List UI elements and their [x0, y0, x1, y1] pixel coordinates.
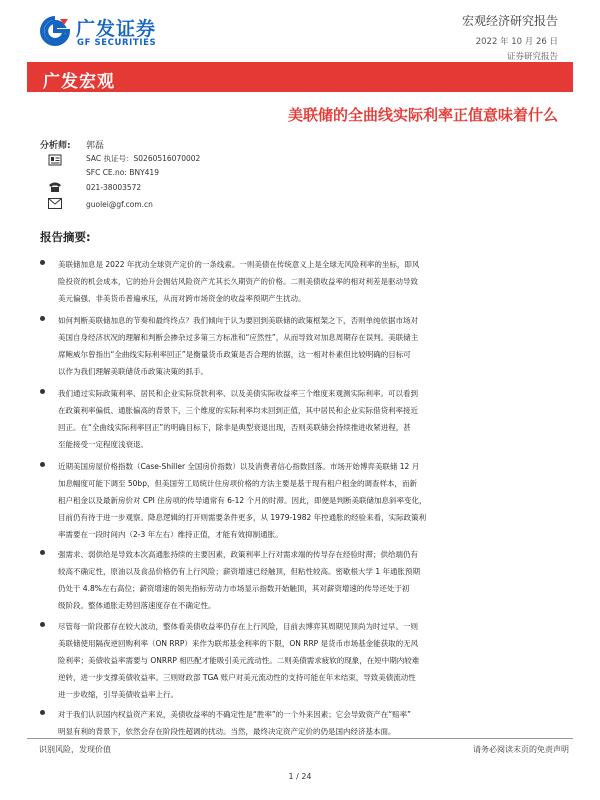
page-title: 美联储的全曲线实际利率正值意味着什么 [287, 106, 558, 124]
text-line: 险利率；美债收益率需要与 ONRRP 相匹配才能吸引美元流动性。二则美债需求疲软的现象，在短中期内较难 [58, 656, 420, 665]
analyst-info [40, 138, 560, 218]
text-line: 逆转，进一步支撑美债收益率。三则财政部 TGA 账户对美元流动性的支持可能在年末结束，导致美债流动性 [58, 673, 416, 682]
text-line: 加息幅度可能下调至 50bp，但美国劳工局统计住房项价格的方法主要是基于现有租户租金的调查样本，而新 [58, 479, 417, 488]
text-line: 率需要在一段时间内（2-3 年左右）维持正值，才能有效抑制通胀。 [58, 530, 283, 539]
text-line: 美联储使用隔夜逆回购利率（ON RRP）来作为联邦基金利率的下限，ON RRP 是货币市场基金能获取的无风 [58, 639, 419, 648]
text-line: 回正。在“全曲线实际利率回正”的明确目标下，除非是典型衰退出现，否则美联储会持续推进收紧进程，甚 [58, 423, 411, 432]
text-line: 目前仍有待于进一步观察。降息逻辑的打开则需要条件更多，从 1979-1982 年控通胀的经验来看，实际政策利 [58, 513, 427, 522]
text-line: 以作为我们理解美联储货币政策决策的抓手。 [58, 367, 208, 376]
text-line: 尽管每一阶段都存在较大波动，整体看美债收益率仍存在上行风险，目前去博弈其周期见顶尚为时过早。一则 [58, 622, 418, 631]
text-line: 明显有利的背景下，依然会存在阶段性超调的扰动。当然，最终决定资产定价的仍是国内经济基本面。 [58, 727, 396, 736]
bullet-text [58, 385, 568, 453]
analyst-sac: SAC 执证号：S0260516070002 [86, 154, 201, 163]
text-line: 我们通过实际政策利率、居民和企业实际贷款利率、以及美债实际收益率三个维度来观测实际利率。可以看到 [58, 389, 418, 398]
bullet-dot-icon [40, 316, 45, 321]
text-line: 对于我们认识国内权益资产来说，美债收益率的不确定性是“胜率”的一个外来因素；它会导致资产在“赔率” [58, 710, 412, 719]
bullet-text [58, 706, 568, 740]
logo-english-text: GF SECURITIES [77, 38, 157, 48]
header-meta [462, 12, 558, 62]
page-number: 1 / 24 [288, 772, 312, 781]
phone-icon [48, 181, 62, 193]
text-line: 如何判断美联储加息的节奏和最终终点？我们倾向于认为要回到美联储的政策框架之下，否则单纯依据市场对 [58, 316, 418, 325]
logo-chinese-text: 广发证券 [76, 18, 157, 40]
bullet-dot-icon [40, 622, 45, 627]
text-line: 席鲍威尔曾指出“全曲线实际利率回正”是衡量货币政策是否合理的依据，这一相对朴素但比较明确的目标可 [58, 350, 411, 359]
bullet-text [58, 256, 568, 307]
report-date: 2022 年 10 月 26 日 [475, 37, 558, 47]
text-line: 级阶段。整体通胀走势回落速度存在不确定性。 [58, 601, 216, 610]
mail-icon [48, 198, 62, 209]
banner-label: 广发宏观 [43, 72, 115, 92]
text-line: 近期美国房屋价格指数（Case-Shiller 全国房价指数）以及消费者信心指数回落。市场开始博弈美联储 12 月 [58, 462, 420, 471]
id-card-icon [48, 153, 62, 167]
summary-title: 报告摘要: [40, 230, 91, 244]
page-header [0, 0, 600, 60]
section-banner [27, 62, 573, 92]
text-line: 美元偏强、非美货币普遍承压，从而对跨市场资金的收益率预期产生扰动。 [58, 294, 306, 303]
text-line: 美国自身经济状况的理解和判断会掺杂过多第三方标准和“应然性”，从而导致对加息周期存在误判。美联储主 [58, 333, 419, 342]
analyst-sfc: SFC CE.no: BNY419 [86, 168, 159, 177]
page-footer [27, 738, 573, 766]
bullet-dot-icon [40, 550, 45, 555]
footer-slogan: 识别风险，发现价值 [39, 745, 111, 754]
bullet-dot-icon [40, 260, 45, 265]
footer-disclaimer: 请务必阅读末页的免责声明 [473, 745, 569, 754]
bullet-dot-icon [40, 462, 45, 467]
bullet-text [58, 312, 568, 380]
analyst-name: 郭磊 [86, 141, 105, 151]
text-line: 至能接受一定程度浅衰退。 [58, 440, 148, 449]
gf-logo-icon [40, 16, 70, 46]
bullet-text [58, 618, 568, 703]
analyst-label: 分析师: [40, 141, 71, 151]
text-line: 美联储加息是 2022 年扰动全球资产定价的一条线索。一则美债在传统意义上是全球无风险利率的坐标，即风 [58, 260, 420, 269]
bullet-text [58, 458, 568, 543]
text-line: 仍处于 4.8%左右高位；薪资增速的领先指标劳动力市场显示指数开始触顶，其对薪资增速的传导还处于初 [58, 584, 410, 593]
bullet-dot-icon [40, 389, 45, 394]
text-line: 在政策利率偏低、通胀偏高的背景下，三个维度的实际利率均未回到正值，其中居民和企业实际借贷利率接近 [58, 406, 418, 415]
report-subtitle: 证券研究报告 [506, 52, 558, 62]
text-line: 强需求、弱供给是导致本次高通胀持续的主要因素，政策利率上行对需求端的传导存在经验时滞；供给端仍有 [58, 550, 418, 559]
analyst-email[interactable]: guolei@gf.com.cn [86, 200, 153, 209]
bullet-dot-icon [40, 710, 45, 715]
analyst-phone: 021-38003572 [86, 183, 142, 192]
text-line: 较高不确定性，原油以及食品价格仍有上行风险；薪资增速已经触顶，但粘性较高。密歇根大学 1 年通胀预期 [58, 567, 421, 576]
text-line: 租户租金以及最新房价对 CPI 住房项的传导通常有 6-12 个月的时滞。因此，即便是判断美联储加息斜率变化， [58, 496, 427, 505]
report-type: 宏观经济研究报告 [461, 14, 558, 28]
bullet-text [58, 546, 568, 614]
text-line: 险投资的机会成本，它的抬升会拥估风险资产尤其长久期资产的价格。二则美债收益率的相对利差是驱动导致 [58, 277, 418, 286]
company-logo [40, 14, 190, 54]
text-line: 进一步收缩，引导美债收益率上行。 [58, 690, 178, 699]
